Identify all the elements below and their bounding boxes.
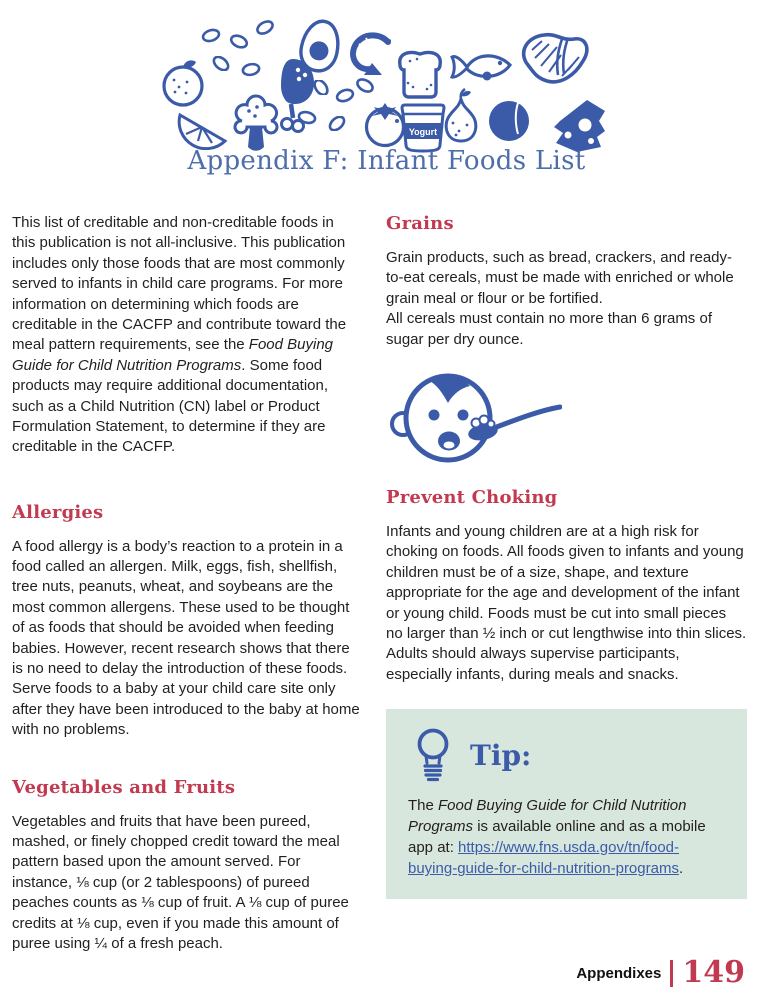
tip-text-3: . [678, 860, 684, 878]
vegetables-fruits-paragraph: Vegetables and fruits that have been pureed, mashed, or finely chopped credit toward the meal pattern based upon the amount served. For instance, ⅛ cup (or 2 tablespoons) of pureed peaches counts as ⅛ cup of fruit. A ⅛ cup of puree credits at ⅛ cup, even if you made this amount of puree using ¼ of a fresh peach. [12, 812, 349, 952]
footer-divider [670, 960, 673, 987]
bean-icon [200, 28, 222, 43]
right-column [386, 213, 747, 954]
fish-icon [450, 44, 516, 90]
intro-text: This list of creditable and non-creditable foods in this publication is not all-inclusive. This publication includes only those foods that are most commonly served to infants in child care programs. For more information on determining which foods are creditable in the CACFP and contribute toward the meal pattern requirements, see the [12, 214, 347, 354]
tip-text-1: The [408, 797, 439, 815]
tip-box [386, 709, 747, 899]
steak-icon [516, 28, 592, 92]
intro-paragraph [12, 213, 360, 458]
bean-icon [354, 78, 376, 93]
shrimp-icon [346, 30, 396, 78]
bean-icon [228, 34, 250, 49]
baby-feeding-illustration [390, 366, 747, 473]
footer-section-label: Appendixes [576, 964, 662, 982]
tip-italic-title: Food Buying Guide for Child Nutrition Programs [408, 797, 687, 836]
food-buying-guide-link[interactable]: https://www.fns.usda.gov/tn/food-buying-guide-for-child-nutrition-programs [408, 839, 679, 878]
page-title: Appendix F: Infant Foods List [187, 146, 586, 176]
lightbulb-icon [412, 727, 454, 783]
egg-icon [298, 18, 342, 76]
orange-icon [158, 56, 208, 108]
pear-icon [438, 88, 484, 150]
peach-icon [486, 96, 534, 144]
grains-text-1: Grain products, such as bread, crackers, and ready-to-eat cereals, must be made with enriched or whole grain meal or flour or be fortified. [386, 249, 734, 307]
grains-paragraph [386, 248, 747, 350]
yogurt-label: Yogurt [408, 127, 438, 137]
bean-icon [210, 56, 232, 71]
food-icons-illustration [148, 18, 634, 156]
vegetables-fruits-heading: Vegetables and Fruits [12, 776, 236, 798]
citrus-slice-icon [174, 110, 230, 150]
page-footer [576, 955, 745, 990]
prevent-choking-heading: Prevent Choking [386, 486, 558, 508]
bean-icon [240, 62, 262, 77]
bean-icon [326, 116, 348, 131]
intro-text-2: . Some food products may require additional documentation, such as a Child Nutrition (CN) label or Product Formulation Statement, to determine if they are creditable in the CACFP. [12, 356, 329, 456]
left-column [12, 213, 360, 954]
footer-page-number: 149 [682, 955, 745, 990]
tip-text-2: is available online and as a mobile app at: [408, 818, 706, 857]
intro-italic-title: Food Buying Guide for Child Nutrition Programs [12, 336, 334, 374]
allergies-heading: Allergies [12, 501, 104, 523]
tip-header [408, 727, 725, 783]
prevent-choking-paragraph: Infants and young children are at a high risk for choking on foods. All foods given to infants and young children must be of a size, shape, and texture appropriate for the age and development of the infant or young child. Foods must be cut into small pieces no larger than ½ inch or cut lengthwise into thin slices. Adults should always supervise participants, especially infants, during meals and snacks. [386, 522, 747, 683]
tip-label: Tip: [470, 738, 532, 772]
tip-paragraph [408, 795, 725, 879]
content-columns [12, 213, 747, 954]
grains-text-2: All cereals must contain no more than 6 grams of sugar per dry ounce. [386, 310, 712, 348]
grains-heading: Grains [386, 213, 454, 234]
allergies-paragraph: A food allergy is a body’s reaction to a protein in a food called an allergen. Milk, eggs, fish, shellfish, tree nuts, peanuts, wheat, and soybeans are the most common allergens. These used to be thought of as foods that should be avoided when feeding babies. However, recent research shows that there is no need to delay the introduction of these foods. Serve foods to a baby at your child care site only after they have been introduced to the baby at home with no problems. [12, 537, 360, 739]
bean-icon [254, 20, 276, 35]
baby-spoon-icon [390, 366, 562, 468]
bean-icon [334, 88, 356, 103]
